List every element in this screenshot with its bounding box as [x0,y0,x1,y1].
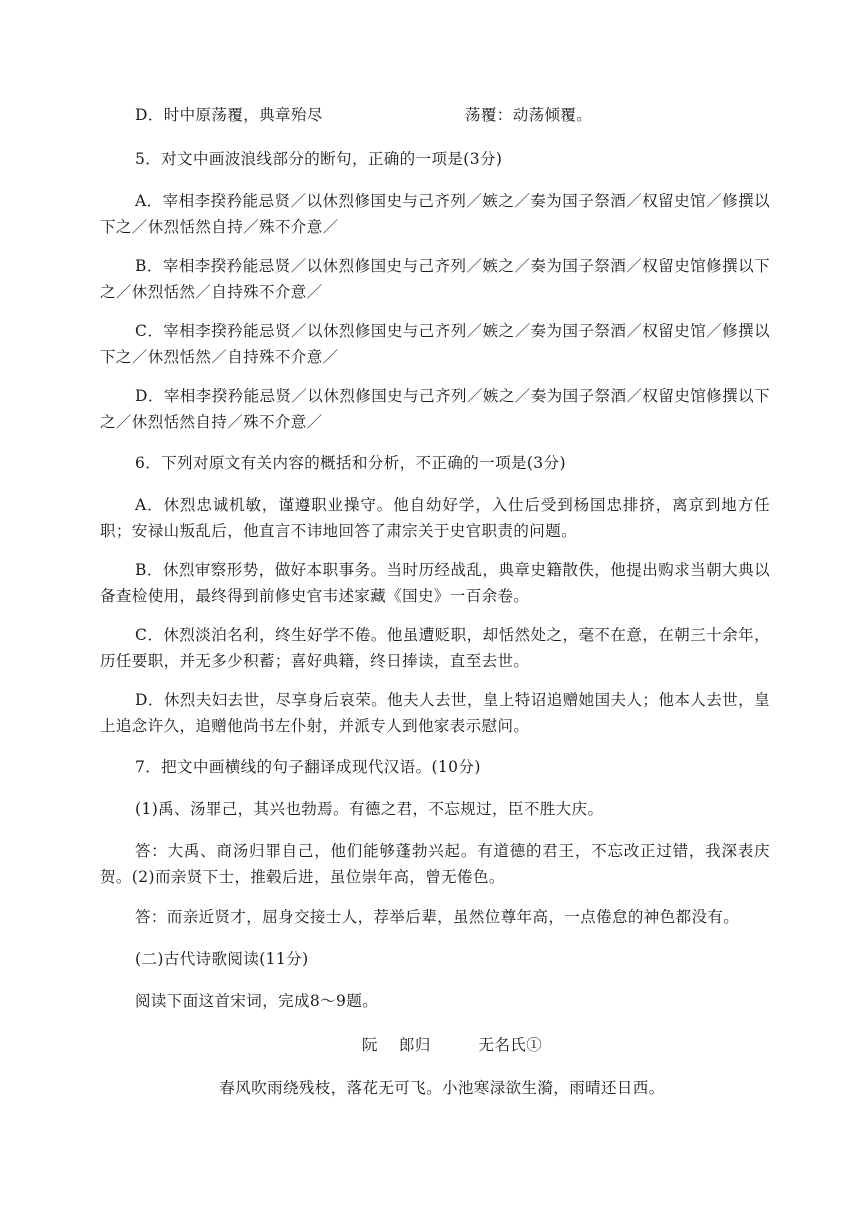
q5-option-c: C．宰相李揆矜能忌贤／以休烈修国史与己齐列／嫉之／奏为国子祭酒／权留史馆／修撰以下之／休烈恬然／自持殊不介意／ [100,322,770,366]
q6-option-a: A．休烈忠诚机敏，谨遵职业操守。他自幼好学，入仕后受到杨国忠排挤，离京到地方任职；安禄山叛乱后，他直言不讳地回答了肃宗关于史官职责的问题。 [100,496,770,540]
q7-answer1: 答：大禹、商汤归罪自己，他们能够蓬勃兴起。有道德的君王，不忘改正过错，我深表庆贺。(2)而亲贤下士，推毂后进，虽位崇年高，曾无倦色。 [100,842,770,886]
q6-option-d: D．休烈夫妇去世，尽享身后哀荣。他夫人去世，皇上特诏追赠她国夫人；他本人去世，皇上追念许久，追赠他尚书左仆射，并派专人到他家表示慰问。 [100,691,770,735]
section2-heading: (二)古代诗歌阅读(11分) [135,950,309,968]
section2-instruction: 阅读下面这首宋词，完成8～9题。 [135,992,379,1010]
q6-option-b: B．休烈审察形势，做好本职事务。当时历经战乱，典章史籍散佚，他提出购求当朝大典以备查检使用，最终得到前修史官韦述家藏《国史》一百余卷。 [100,561,770,605]
q5-option-a: A．宰相李揆矜能忌贤／以休烈修国史与己齐列／嫉之／奏为国子祭酒／权留史馆／修撰以下之／休烈恬然自持／殊不介意／ [100,192,770,236]
q7-stem: 7．把文中画横线的句子翻译成现代汉语。(10分) [135,758,481,776]
q7-answer2: 答：而亲近贤才，屈身交接士人，荐举后辈，虽然位尊年高，一点倦怠的神色都没有。 [135,908,740,926]
q6-stem: 6．下列对原文有关内容的概括和分析，不正确的一项是(3分) [135,454,566,472]
q7-item1: (1)禹、汤罪己，其兴也勃焉。有德之君，不忘规过，臣不胜大庆。 [135,800,604,818]
poem-line-1: 春风吹雨绕残枝，落花无可飞。小池寒渌欲生漪，雨晴还日西。 [219,1079,665,1097]
q5-stem: 5．对文中画波浪线部分的断句，正确的一项是(3分) [135,150,503,168]
q4-option-d [135,102,593,128]
q4-option-d-gloss: 荡覆：动荡倾覆。 [465,106,593,124]
q4-option-d-label: D．时中原荡覆，典章殆尽 [135,106,323,124]
q5-option-b: B．宰相李揆矜能忌贤／以休烈修国史与己齐列／嫉之／奏为国子祭酒／权留史馆修撰以下之／休烈恬然／自持殊不介意／ [100,257,770,301]
q5-option-d: D．宰相李揆矜能忌贤／以休烈修国史与己齐列／嫉之／奏为国子祭酒／权留史馆修撰以下之／休烈恬然自持／殊不介意／ [100,387,770,431]
poem-title: 阮 郎归 无名氏① [361,1036,543,1054]
q6-option-c: C．休烈淡泊名利，终生好学不倦。他虽遭贬职，却恬然处之，毫不在意，在朝三十余年，历任要职，并无多少积蓄；喜好典籍，终日捧读，直至去世。 [100,626,770,670]
